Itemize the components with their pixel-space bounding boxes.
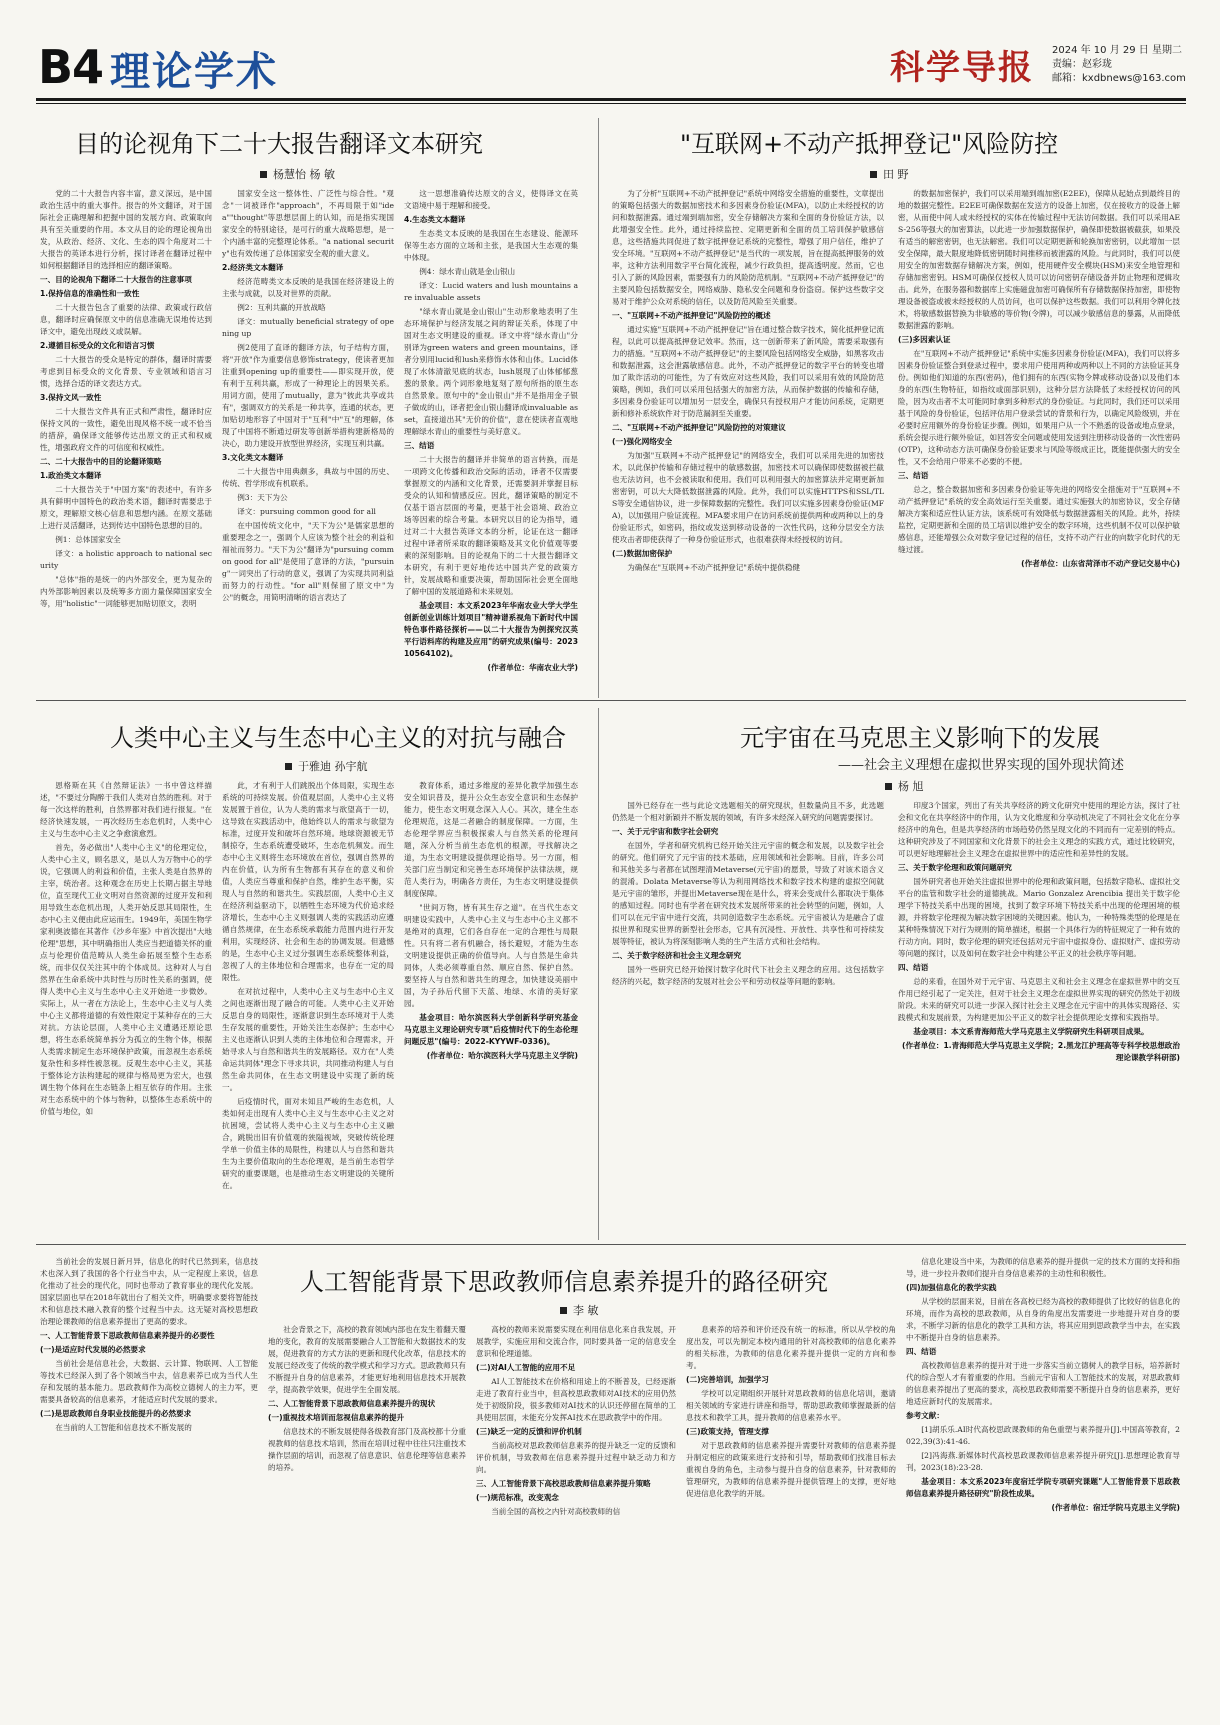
paragraph: 为确保在"互联网+不动产抵押登记"系统中提供稳健 [627,563,801,572]
article-3-author: 于雅迪 孙宇航 [298,760,368,773]
article-3-col-2 [222,780,394,1230]
paragraph: 总之，整合数据加密和多因素身份验证等先进的网络安全措施对于"互联网+不动产抵押登记"系统的安全高效运行至关重要。通过实施强大的加密协议，安全存储解决方案和适应性认证方法，该系统可有效降低与数据泄露相关的风险。此外，持续监控，定期更新和全面的员工培训以维护安全的数字环境，这些机制不仅可以保护敏感信息，还能增强公众对数字登记过程的信任，支持不动产行业的向数字化时代的无缝过渡。 [898,485,1180,554]
paragraph: 例2使用了直译的翻译方法，句子结构方面，将"开放"作为重要信息修饰strategy，使读者更加注重到opening up的重要性——即实现开放，使有利于互利共赢，形成了一种理论上的因果关系。用词方面，使用了mutually，意为"彼此共享或共有"，强调双方的关系是一种共享，连通的状态，更加贴切地形容了中国对于"互利"中"互"的理解，体现了中国将不断通过研发等创新举措构建新格局的决心，助力建设开放型世界经济，实现互利共赢。 [222,343,394,448]
section-heading: 1.政治类文本翻译 [40,471,102,480]
paragraph: 例2：互利共赢的开放战略 [237,303,326,312]
paragraph: 生态类文本反映的是我国在生态建设、能源环保等生态方面的立场和主张，是我国大生态观的集中体现。 [404,229,578,262]
section-heading: 三、结语 [404,441,435,450]
divider-horizontal-1 [36,700,1186,701]
article-5-title: 人工智能背景下思政教师信息素养提升的路径研究 [300,1268,828,1296]
paragraph: 国家安全这一整体性、广泛性与综合性。"观念"一词被译作"approach"，不再局限于如"idea""thought"等思想层面上的认知，而是指实现国家安全的特别途径，是可行的重大战略思想，是一个内涵丰富的完整理论体系。"a national security"也有效传递了总体国家安全观的重大意义。 [222,189,394,258]
email-line: 邮箱：kxdbnews@163.com [1052,73,1186,84]
section-heading: 一、人工智能背景下思政教师信息素养提升的必要性 [40,1331,215,1340]
paragraph: 二十大报告包含了重要的法律、政策或行政信息，翻译时应确保原文中的信息准确无误地传达到译文中，避免出现歧义或误解。 [40,303,212,336]
paragraph: 教育体系，通过多维度的差异化教学加强生态安全知识普及，提升公众生态安全意识和生态保护能力，使生态文明观念深入人心。其次，建全生态伦理规范，这是二者融合的制度保障。一方面，生态伦理学界应当积极探索人与自然关系的伦理问题，深入分析当前生态危机的根源，寻找解决之道，为生态文明建设提供理论指导。另一方面，相关部门应当制定和完善生态环境保护法律法规，规范人类行为，明确各方责任，为生态文明建设提供制度保障。 [404,781,578,898]
divider-vertical-mid [598,708,599,1240]
paragraph: 当前社会是信息社会，大数据、云计算、物联网、人工智能等技术已经深入到了各个领域当中去，信息素养已成为当代人生存和发展的基本能力。思政教师作为高校立德树人的主力军，更需要具备较高的信息素养，才能适应时代发展的要求。 [40,1359,258,1404]
section-heading: (一)是适应时代发展的必然要求 [40,1345,146,1354]
paragraph: 此，才有利于人们跳脱出个体局限，实现生态系统的可持续发展。价值观层面，人类中心主义将发展置于首位，认为人类的需求与欲望高于一切，这导致在实践活动中，他始终以人的需求与欲望为标准，过度开发和破坏自然环境。地球资源被无节制掠夺，生态系统遭受破坏，生态危机频发。而生态中心主义则将生态环境放在首位，强调自然界的内在价值，认为所有生物都有其存在的意义和价值，人类应当尊重和保护自然，维护生态平衡，实现人与自然的和谐共生。实践层面，人类中心主义在经济利益驱动下，以牺牲生态环境为代价追求经济增长，生态中心主义则强调人类的实践活动应遵循自然规律，在生态系统承载能力范围内进行开发利用，实现经济、社会和生态的协调发展。但遗憾的是，生态中心主义过分强调生态系统整体利益，忽视了人的主体地位和合理需求，也存在一定的局限性。 [222,781,394,982]
paragraph: 例4：绿水青山就是金山银山 [419,267,516,276]
paragraph: 例1：总体国家安全 [55,535,121,544]
section-title: 理论学术 [110,49,278,95]
paragraph: 总的来看，在国外对于元宇宙、马克思主义和社会主义理念在虚拟世界中的交互作用已经引起了一定关注，但对于社会主义理念在虚拟世界实现的研究仍然处于初级阶段。未来的研究可以进一步深入探讨社会主义理念在元宇宙中的具体实现路径、实践模式和发展前景，为构建更加公平正义的数字社会提供理论支撑和实践指导。 [898,977,1180,1022]
section-heading: 2.经济类文本翻译 [222,263,284,272]
paragraph: 译文：a holistic approach to national security [40,549,212,570]
paragraph: 的数据加密保护，我们可以采用端到端加密(E2EE)，保障从起始点到最终目的地的数据完整性。E2EE可确保数据在发送方的设备上加密，仅在接收方的设备上解密，从而使中间人或未经授权的实体在传输过程中无法访问数据。我们可以采用AES-256等强大的加密算法，以此进一步加强数据保护，确保即使数据被截获，如果没有适当的解密密钥，也无法解密。我们可以定期更新和轮换加密密钥，以此增加一层安全保障，最大限度地降低密钥随时间推移而被泄露的风险。与此同时，我们可以使用安全的加密数据存储解决方案，例如，使用硬件安全模块(HSM)来安全地管理和存储加密密钥。HSM可确保仅授权人员可以访问密钥存储设备并防止物理和逻辑攻击。此外，在服务器和数据库上实施磁盘加密可确保所有存储数据保持加密，即使物理设备被盗或被未经授权的人员访问，也可以保护这些数据。我们可以利用令牌化技术，将敏感数据替换为非敏感的等价物(令牌)，可以减少敏感信息的暴露，从而降低数据泄露的影响。 [898,189,1180,330]
article-1-col-1 [40,188,212,680]
paragraph: "总体"指的是统一的内外部安全，更为复杂的内外部影响因素以及统筹多方面力量保障国家安全等，用"holistic"一词能够更加贴切原文，表明 [40,575,212,608]
section-heading: (三)多因素认证 [898,335,951,344]
article-2-author: 田 野 [883,168,909,181]
article-5-col-2 [476,1324,676,1708]
paragraph: 当前社会的发展日新月异，信息化的时代已然到来，信息技术也深入到了我国的各个行业当中去，从一定程度上来说，信息化推动了社会的现代化，同时也带动了教育事业的现代化发展。国家层面也早在2018年就出台了相关文件，明确要求要将智能技术和信息技术融入教育的整个过程当中去。这无疑对高校思想政治理论课教师的信息素养提出了更高的要求。 [40,1257,258,1326]
paragraph: 从学校的层面来说，目前在各高校已经为高校的教师提供了比较好的信息化的环境，而作为高校的思政教师，从自身的角度出发需要进一步地提升对自身的要求，不断学习新的信息化的教学工具和方法，将其应用到思政教学当中去，在实践中不断提升自身的信息素养。 [906,1297,1180,1342]
author-affiliation: (作者单位：哈尔滨医科大学马克思主义学院) [426,1051,578,1060]
author-affiliation: (作者单位：华南农业大学) [487,663,578,672]
article-5-col-3 [686,1324,896,1708]
section-heading: 2.遵循目标受众的文化和语言习惯 [40,341,155,350]
divider-horizontal-2 [36,1244,1186,1245]
funding-note: 基金项目：哈尔滨医科大学创新科学研究基金马克思主义理论研究专项"后疫情时代下的生态伦理问题反思"(编号：2022-KYYWF-0336)。 [404,1013,578,1046]
paragraph: 在当前的人工智能和信息技术不断发展的 [55,1423,192,1432]
masthead-info [1052,44,1186,86]
section-heading: (一)重视技术培训而忽视信息素养的提升 [268,1413,405,1422]
section-heading: 二、关于数字经济和社会主义理念研究 [612,951,742,960]
newspaper-logo: 科学导报 [890,48,1034,88]
paragraph: 后疫情时代，面对未知且严峻的生态危机，人类如何走出现有人类中心主义与生态中心主义之对抗困境，尝试将人类中心主义与生态中心主义融合，跳脱出旧有价值观的狭隘视域，突破传统伦理学单一价值主体的局限性，构建以人与自然和谐共生为主要价值取向的生态伦理观，是当前生态哲学研究的重要课题，也是推动生态文明建设的关键所在。 [222,1097,394,1190]
section-heading: 4.生态类文本翻译 [404,215,466,224]
paragraph: 信息化建设当中来，为教师的信息素养的提升提供一定的技术方面的支持和指导，进一步拉升教师们提升自身信息素养的主动性和积极性。 [906,1257,1180,1278]
section-heading: (二)完善培训，加强学习 [686,1375,769,1384]
paragraph: 国外已经存在一些与此论文选题相关的研究现状，但数量尚且不多，此选题仍然是一个相对新颖并不断发展的领域，有许多未经深入研究的问题需要探讨。 [612,801,884,822]
page-number: B4 [38,40,104,94]
paragraph: 当前高校对思政教师信息素养的提升缺乏一定的反馈和评价机制，导致教师在信息素养提升过程中缺乏动力和方向。 [476,1441,676,1474]
article-4-col-1 [612,800,884,1230]
paragraph: 恩格斯在其《自然辩证法》一书中曾这样描述，"不要过分陶醉于我们人类对自然的胜利。对于每一次这样的胜利，自然界都对我们进行报复。"在经济快速发展，一再次经历生态危机时，人类中心主义与生态中心主义之争愈演愈烈。 [40,781,212,838]
section-heading: (二)是思政教师自身职业技能提升的必然要求 [40,1409,192,1418]
section-heading: 1.保持信息的准确性和一致性 [40,289,140,298]
byline-marker-icon [885,783,892,790]
section-heading: (三)政策支持，管理支撑 [686,1427,769,1436]
paragraph: 在对抗过程中，人类中心主义与生态中心主义之间也逐渐出现了融合的可能。人类中心主义开始反思自身的局限性，逐渐意识到生态环境对于人类生存发展的重要性，开始关注生态保护；生态中心主义也逐渐认识到人类的主体地位和合理需求，开始寻求人与自然和谐共生的发展路径。双方在"人类命运共同体"理念下寻求共识，共同推动构建人与自然生命共同体，在生态文明建设中实现了新的统一。 [222,987,394,1092]
article-5-col-4 [906,1256,1180,1708]
article-5-author: 李 敏 [573,1304,599,1317]
issue-date: 2024 年 10 月 29 日 星期二 [1052,45,1182,56]
paragraph: "绿水青山就是金山银山"生动形象地表明了生态环境保护与经济发展之间的辩证关系，体现了中国对生态文明建设的重视。译文中将"绿水青山"分别译为green waters and green mountains，译者分别用lucid和lush来修饰水体和山体。Lucid体现了水体清澈见底的状态，lush展现了山体郁郁葱葱的景象。两个词形象地复刻了原句所指的原生态自然景象。原句中的"金山银山"并不是指用金子银子做成的山，译者把金山银山翻译成invaluable asset，直接道出其"无价的价值"，意在使读者直观地理解绿水青山的重要性与美好意义。 [404,307,578,436]
byline-marker-icon [870,171,877,178]
article-2-col-2 [898,188,1180,680]
paragraph: 这一思想准确传达原文的含义，使得译文在英文语境中易于理解和接受。 [404,189,578,210]
article-3-col-3 [404,780,578,1230]
section-heading: 二、人工智能背景下思政教师信息素养提升的现状 [268,1399,436,1408]
article-1-col-3 [404,188,578,680]
section-heading: 一、目的论视角下翻译二十大报告的注意事项 [40,275,192,284]
paragraph: 通过实施"互联网+不动产抵押登记"旨在通过整合数字技术，简化抵押登记流程，以此可以提高抵押登记效率。然而，这一创新带来了新风险，需要采取强有力的措施。"互联网+不动产抵押登记"的主要风险包括网络安全威胁，如黑客攻击和数据泄露，这会泄露敏感信息。此外，不动产抵押登记的数字平台的转变也增加了欺诈活动的可能性，为了有效应对这些风险，我们可以采用有效的风险防范策略，例如，我们可以采用包括强大的加密方法，从而保护数据的传输和存储，多因素身份验证可以增加另一层安全，确保只有授权用户才能访问系统，定期更新和修补系统软件对于防范漏洞至关重要。 [612,325,884,418]
paragraph: 译文：Lucid waters and lush mountains are invaluable assets [404,281,578,302]
paragraph: 为加强"互联网+不动产抵押登记"的网络安全，我们可以采用先进的加密技术，以此保护传输和存储过程中的敏感数据，加密技术可以确保即使数据被拦截也无法访问，也不会被读取和使用。我们可以利用强大的加密算法并定期更新加密密钥，可以大大降低数据泄露的风险。此外，我们可以实施HTTPS和SSL/TLS等安全通信协议，进一步保障数据的完整性。我们可以实施多因素身份验证(MFA)，以加强用户验证流程。MFA要求用户在访问系统前提供两种或两种以上的身份验证形式，如密码，指纹或发送到移动设备的一次性代码，这种分层安全方法使攻击者即使获得了一种身份验证形式，也很难获得未经授权的访问。 [612,451,884,544]
article-2-byline [870,166,909,182]
funding-note: 基金项目：本文系2023年华南农业大学大学生创新创业训练计划项目"精神谱系视角下新时代中国特色事件路径探析——以二十大报告为例探究汉英平行语料库的构建及应用"的研究成果(编号：202310564102)。 [404,601,578,658]
article-5-col-1 [268,1324,466,1708]
author-affiliation: (作者单位：宿迁学院马克思主义学院) [1051,1503,1180,1512]
paragraph: 二十大报告文件具有正式和严肃性，翻译时应保持文风的一致性，避免出现风格不统一或不恰当的措辞，确保译文能够传达出原文的正式和权威性，增强政府文件的可信度和权威性。 [40,407,212,452]
paragraph: 信息技术的不断发展使得各级教育部门及高校都十分重视教师的信息技术培训，然而在培训过程中往往只注重技术操作层面的培训，而忽视了信息意识、信息伦理等信息素养的培养。 [268,1427,466,1472]
article-3-title: 人类中心主义与生态中心主义的对抗与融合 [110,724,566,752]
section-heading: 二、二十大报告中的目的论翻译策略 [40,457,162,466]
section-heading: 三、关于数字伦理和政策问题研究 [898,863,1012,872]
section-heading: 二、"互联网+不动产抵押登记"风险防控的对策建议 [612,423,786,432]
paragraph: 当前全国的高校之内针对高校教师的信 [491,1507,621,1516]
article-2-col-1 [612,188,884,680]
author-affiliation: (作者单位：山东省菏泽市不动产登记交易中心) [1021,559,1180,568]
article-1-author: 杨慧怡 杨 敏 [273,168,335,181]
paragraph: [2]冯海燕.新媒体时代高校思政课教师信息素养提升研究[J].思想理论教育导刊，2023(18):23-28. [906,1451,1180,1472]
paragraph: [1]胡乐乐.AI时代高校思政课教师的角色重塑与素养提升[J].中国高等教育，2022,39(3):41-46. [906,1425,1180,1446]
byline-marker-icon [260,171,267,178]
article-2-title: "互联网+不动产抵押登记"风险防控 [680,130,1059,158]
paragraph: 对于思政教师的信息素养提升需要针对教师的信息素养提升制定相应的政策来进行支持和引导，帮助教师们找准目标去重视自身的角色，主动参与提升自身的信息素养，针对教师的管理研究，为教师的信息素养提升提供管理上的支撑，更好地促进信息化教学的开展。 [686,1441,896,1498]
section-heading: 三、结语 [898,471,929,480]
section-heading: (一)强化网络安全 [612,437,673,446]
article-4-author: 杨 旭 [898,780,924,793]
article-3-col-1 [40,780,212,1230]
paragraph: "世间万物，皆有其生存之道"。在当代生态文明建设实践中，人类中心主义与生态中心主义都不是绝对的真理，它们各自存在一定的合理性与局限性。只有将二者有机融合，扬长避短，才能为生态文明建设提供正确的价值导向。人与自然是生命共同体，人类必须尊重自然、顺应自然、保护自然。要坚持人与自然和谐共生的理念，加快建设美丽中国，为子孙后代留下天蓝、地绿、水清的美好家园。 [404,903,578,1008]
section-heading: 3.保持文风一致性 [40,393,102,402]
section-heading: 一、"互联网+不动产抵押登记"风险防控的概述 [612,311,771,320]
paragraph: 二十大报告的翻译并非简单的语言转换，而是一项跨文化传播和政治交际的活动，译者不仅需要掌握原文的内涵和文化背景，还需要洞并掌握目标受众的认知和情感反应。因此，翻译策略的制定不仅基于语言层面的考量，更基于社会语境、政治立场等因素的综合考量。本研究以目的论为指导，通过对二十大报告英译文本的分析，论证在这一翻译过程中译者所采取的翻译策略及其文化价值观等要素的深刻影响。目的论视角下的二十大报告翻译文本研究，有利于更好地传达中国共产党的政策方针，发展战略和重要决策，帮助国际社会更全面地了解中国的发展道路和未来规划。 [404,455,578,596]
section-heading: (一)规范标准，改变观念 [476,1493,559,1502]
paragraph: 息素养的培养和评价还没有统一的标准，所以从学校的角度出发，可以先制定本校内通用的针对高校教师的信息化素养的相关标准，为教师的信息化素养提升提供一定的方向和参考。 [686,1325,896,1370]
paragraph: 在国外，学者和研究机构已经开始关注元宇宙的概念和发展，以及数字社会的研究。他们研究了元宇宙的技术基础，应用领域和社会影响。目前，许多公司和其他关多与者都在试图理清Metaverse(元宇宙)的愿景，导致了对该术语含义的混淆。Dolata Metaverse等认为利用网络技术和数字技术构建的虚拟空间就是元宇宙的雏形，并提出Metaverse现在是什么，将来会变成什么都取决于集体的感知过程。同时也有学者在研究技术发展所带来的社会转型的问题，例如，人们可以在元宇宙中进行交流，共同创造数字生态系统。元宇宙被认为是融合了虚拟世界和现实世界的新型社会形态，它具有沉浸性、开放性、共享性和可持续发展等特征，被认为将深刻影响人类的生产生活方式和社会结构。 [612,841,884,946]
paragraph: AI人工智能技术在价格和用途上的不断普及，已经逐渐走进了教育行业当中，但高校思政教师对AI技术的应用仍然处于初级阶段，很多教师对AI技术的认识还停留在简单的工具使用层面，未能充分发挥AI技术在思政教学中的作用。 [476,1377,676,1422]
paragraph: 二十大报告中用典颇多，典故与中国的历史、传统、哲学形成有机联系。 [222,467,394,488]
masthead-rule [36,98,1186,101]
article-1-col-2 [222,188,394,680]
section-heading: 一、关于元宇宙和数字社会研究 [612,827,719,836]
editor-line: 责编：赵彩珑 [1052,59,1112,70]
paragraph: 二十大报告关于"中国方案"的表述中，有许多具有鲜明中国特色的政治类术语，翻译时需要忠于原文，理解原文核心信息和思想内涵。在原文基础上进行灵活翻译，达到传达中国特色思想的目的。 [40,485,212,530]
article-4-col-2 [898,800,1180,1230]
section-heading: (三)缺乏一定的反馈和评价机制 [476,1427,582,1436]
section-heading: 四、结语 [906,1347,937,1356]
funding-note: 基金项目：本文系2023年度宿迁学院专项研究课题"人工智能背景下思政教师信息素养提升路径研究"阶段性成果。 [906,1477,1180,1498]
byline-marker-icon [560,1307,567,1314]
paragraph: 社会背景之下，高校的教育领域内部也在发生着翻天覆地的变化，教育的发展需要融合人工智能和大数据技术的发展，促进教育的方式方法的更新和现代化改革，信息技术的发展已经改变了传统的教学模式和学习方式。思政教师只有不断提升自身的信息素养，才能更好地利用信息技术开展教学，提高教学效果，促进学生全面发展。 [268,1325,466,1394]
paragraph: 二十大报告的受众是特定的群体，翻译时需要考虑到目标受众的文化背景、专业领域和语言习惯，选择合适的译文表达方式。 [40,355,212,388]
article-1-title: 目的论视角下二十大报告翻译文本研究 [75,130,483,158]
paragraph: 学校可以定期组织开展针对思政教师的信息化培训，邀请相关领域的专家进行讲座和指导，帮助思政教师掌握最新的信息技术和教学工具，提升教师的信息素养水平。 [686,1389,896,1422]
author-affiliation: (作者单位：1.青海师范大学马克思主义学院；2.黑龙江护理高等专科学校思想政治理论课教学科研部) [902,1041,1180,1062]
paragraph: 译文：pursuing common good for all [237,507,376,516]
article-4-byline [885,778,924,794]
section-heading: (二)数据加密保护 [612,549,673,558]
paragraph: 印度3个国家，列出了有关共享经济的跨文化研究中使用的理论方法，探讨了社会和文化在共享经济中的作用，认为文化维度和分享动机决定了不同社会文化在分享经济中的角色，但是共享经济的市场趋势仍然呈现文化的不同而有一定差别的特点。这种研究涉及了不同国家和文化背景下的社会主义理念的实践方式，通过比较研究，可以更好地理解社会主义理念在虚拟世界中的适应性和差异性的发展。 [898,801,1180,858]
article-1-byline [260,166,335,182]
paragraph: 译文：mutually beneficial strategy of opening up [222,317,394,338]
paragraph: 高校教师信息素养的提升对于进一步落实当前立德树人的教学目标，培养新时代的综合型人才有着重要的作用。当前元宇宙和人工智能技术的发展，对思政教师的信息素养提出了更高的要求，高校思政教师需要不断提升自身的信息素养，更好地适应新时代的发展需求。 [906,1361,1180,1406]
paragraph: 党的二十大报告内容丰富，意义深远，是中国政治生活中的重大事件。报告的外文翻译，对于国际社会正确理解和把握中国的发展方向、政策取向具有至关重要的作用。本文从目的论的理论视角出发，从政治、经济、文化、生态的四个角度对二十大报告的英译本进行分析，探讨译者在翻译过程中如何根据翻译目的选择相应的翻译策略。 [40,189,212,270]
section-heading: 四、结语 [898,963,929,972]
article-3-byline [285,758,368,774]
paragraph: 例3：天下为公 [237,493,288,502]
paragraph: 国外一些研究已经开始探讨数字化时代下社会主义理念的应用。这包括数字经济的兴起，数字经济的发展对社会公平和劳动权益等问题的影响。 [612,965,884,986]
article-4-subtitle: ——社会主义理想在虚拟世界实现的国外现状简述 [838,758,1125,773]
section-heading: 3.文化类文本翻译 [222,453,284,462]
paragraph: 国外研究者也开始关注虚拟世界中的伦理和政策问题，包括数字隐私、虚拟社交平台的监管和数字社会的道德挑战。Mario Gonzalez Arencibia 提出关于数字伦理学下特技关系中出现的困境，找到了数字环境下特技关系中出现的伦理困境的根源，并将数字伦理视为解决数字困境的关键因素。他认为，一种特殊类型的伦理是在某种特殊情况下对行为规则的简单描述，根据一个具体行为的特征规定了一种有效的行动方向。同时，数字伦理的研究还包括对元宇宙中虚拟身份、虚拟财产、虚拟劳动等问题的探讨，以及如何在数字社会中构建公平正义的社会秩序等问题。 [898,877,1180,958]
article-4-title: 元宇宙在马克思主义影响下的发展 [740,724,1100,752]
paragraph: 经济范畴类文本反映的是我国在经济建设上的主张与成就，以及对世界的贡献。 [222,277,394,298]
divider-vertical-top [598,118,599,698]
paragraph: 为了分析"互联网+不动产抵押登记"系统中网络安全措施的重要性，文章提出的策略包括强大的数据加密技术和多因素身份验证(MFA)，以防止未经授权的访问和数据泄露。通过端到端加密，安全存储解决方案和全面的身份验证方法，以此增强安全性。此外，通过持续监控、定期更新和全面的员工培训保护敏感信息，这些措施共同促进了数字抵押登记系统的完整性，增强了用户信任，维护了安全环境。"互联网+不动产抵押登记"是当代的一项发展，旨在提高抵押服务的效率，这种方法利用数字平台简化流程，减少行政负担，提高透明度。然而，它也引入了新的风险因素，需要强有力的风险防范机制。"互联网+不动产抵押登记"的主要风险包括数据安全，网络威胁、隐私安全问题和身份盗窃。保护这些数字交易对于维护公众对系统的信任，以及防范风险至关重要。 [612,189,884,306]
funding-note: 基金项目：本文系青海师范大学马克思主义学院研究生科研项目成果。 [913,1027,1149,1036]
byline-marker-icon [285,763,292,770]
paragraph: 在"互联网+不动产抵押登记"系统中实施多因素身份验证(MFA)，我们可以将多因素身份验证整合到登录过程中，要求用户使用两种或两种以上不同的方法验证其身份。例如他们知道的东西(密码)，他们拥有的东西(实物令牌或移动设备)以及他们本身的东西(生物特征，如指纹或面部识别)，这种分层方法降低了未经授权访问的风险，因为攻击者不太可能同时拿到多种形式的身份验证。与此同时，我们还可以采用基于风险的身份验证，包括评估用户登录尝试的背景和行为，以确定风险级别，并在必要时应用额外的身份验证步骤。例如，如果用户从一个不熟悉的设备或地点登录，系统会提示进行额外验证，如回答安全问题或使用发送到注册移动设备的一次性密码(OTP)，这种动态方法可确保身份验证要求与风险等级成正比，既能提供强大的安全性，又不会给用户带来不必要的不便。 [898,349,1180,466]
section-heading: (二)对AI人工智能的应用不足 [476,1363,576,1372]
article-5-byline [560,1302,599,1318]
masthead-rule-thin [36,103,1186,104]
section-heading: 三、人工智能背景下高校思政教师信息素养提升策略 [476,1479,651,1488]
section-heading: 参考文献： [906,1411,944,1420]
paragraph: 高校的教师来说需要实现在利用信息化来自我发展，开展教学，实施应用和交流合作，同时要具备一定的信息安全意识和伦理道德。 [476,1325,676,1358]
section-heading: (四)加强信息化的教学实践 [906,1283,997,1292]
paragraph: 在中国传统文化中，"天下为公"是儒家思想的重要理念之一，强调个人应该为整个社会的利益和福祉而努力。"天下为公"翻译为"pursuing common good for all"是使用了意译的方法，"pursuing"一词突出了行动的意义，强调了为实现共同利益而努力的行动性。"for all"则保留了原文中"为公"的概念，用简明清晰的语言表达了 [222,521,394,602]
article-5-lead-col [40,1256,258,1708]
paragraph: 首先，务必做出"人类中心主义"的伦理定位，人类中心主义，顾名思义，是以人为万物中心的学说，它强调人的利益和价值，主张人类是自然界的主宰，统治者。这种观念在历史上长期占据主导地位，直至现代工业文明对自然资源的过度开发和利用导致生态危机出现，人类开始反思其局限性，生态中心主义便由此应运而生。1949年，美国生物学家利奥波德在其著作《沙乡年鉴》中首次提出"大地伦理"思想，其中明确指出人类应当把道德关怀的重点与伦理价值范畴从人类生命拓展至整个生态系统，而非仅仅关注其中的个体成员。这种对人与自然界在生命系统中共时性与历时性关系的强调，使得人类中心主义与生态中心主义开始进一步微妙。实际上，从一者在方法论上，生态中心主义与人类中心主义都将道德的有效性限定于某种存在的三大对抗。方法论层面，人类中心主义遭遇还原论思想，将生态系统简单拆分为孤立的生物个体，根据人类需求制定生态环境保护政策，而忽视生态系统复杂性和多样性被忽视。反观生态中心主义，其基于整体论方法构建起的规律与格局更为宏大，也强调生物个体间在生态链条上相互依存的作用。主张对生态系统中的个体与物种，以整体生态系统中的价值与地位，如 [40,843,212,1116]
